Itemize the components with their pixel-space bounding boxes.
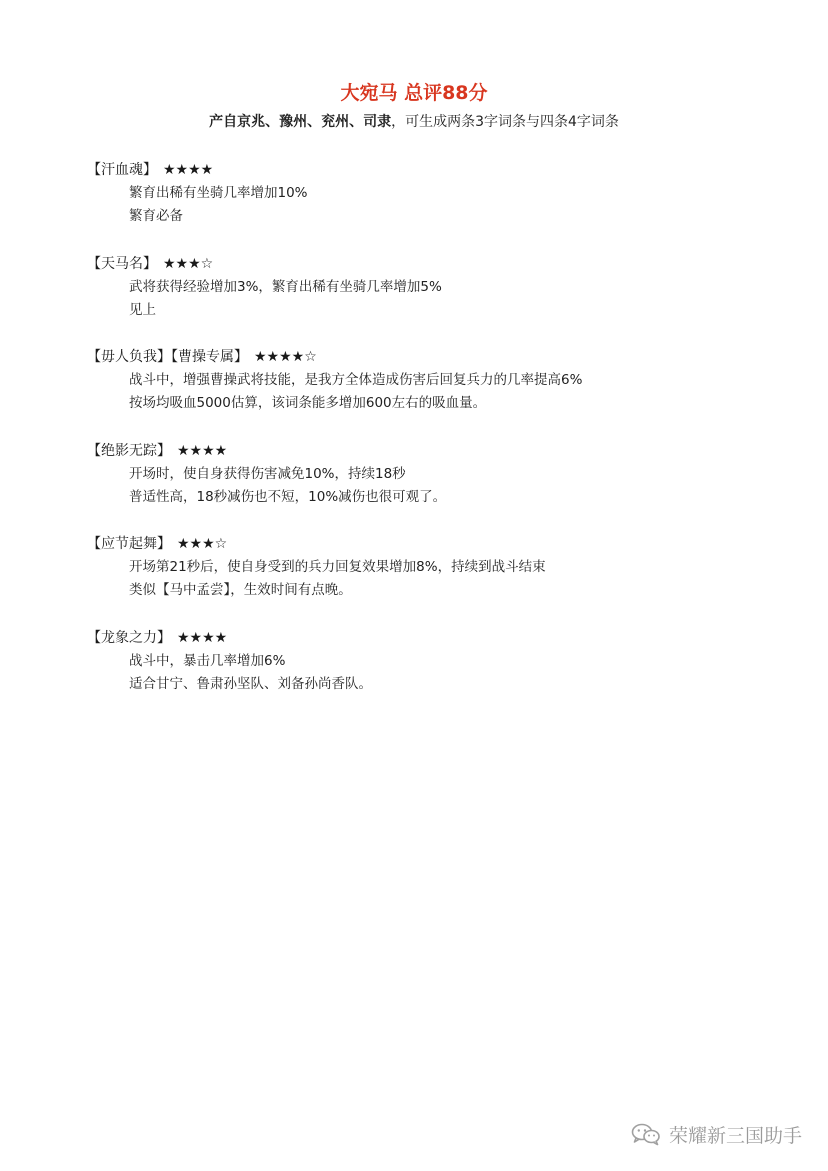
trait-header bbox=[87, 347, 787, 367]
trait-entry bbox=[87, 160, 787, 254]
trait-rating: ★★★★ bbox=[163, 162, 214, 178]
trait-header bbox=[87, 534, 787, 554]
wechat-icon bbox=[631, 1122, 661, 1146]
trait-rating: ★★★★ bbox=[177, 629, 228, 646]
trait-name: 【毋人负我】【曹操专属】 bbox=[87, 349, 248, 365]
trait-comment: 普适性高，18秒减伤也不短，10%减伤也很可观了。 bbox=[129, 488, 447, 505]
trait-comment: 见上 bbox=[129, 301, 156, 318]
watermark bbox=[631, 1120, 802, 1148]
trait-rating: ★★★★☆ bbox=[254, 349, 317, 365]
trait-entry bbox=[87, 534, 787, 628]
trait-entry bbox=[87, 254, 787, 348]
trait-effect: 武将获得经验增加3%，繁育出稀有坐骑几率增加5% bbox=[129, 278, 442, 295]
trait-rating: ★★★☆ bbox=[163, 255, 214, 272]
trait-effect: 繁育出稀有坐骑几率增加10% bbox=[129, 185, 308, 201]
trait-header bbox=[87, 160, 787, 180]
trait-effect: 战斗中，暴击几率增加6% bbox=[129, 652, 286, 669]
page-subtitle bbox=[0, 112, 828, 132]
trait-rating: ★★★☆ bbox=[177, 536, 228, 552]
page-title: 大宛马 总评88分 bbox=[340, 82, 488, 104]
trait-name: 【龙象之力】 bbox=[87, 629, 171, 646]
trait-rating: ★★★★ bbox=[177, 442, 228, 459]
trait-effect: 战斗中，增强曹操武将技能，是我方全体造成伤害后回复兵力的几率提高6% bbox=[129, 372, 583, 388]
trait-entry bbox=[87, 628, 787, 722]
trait-comment: 类似【马中孟尝】，生效时间有点晚。 bbox=[129, 582, 352, 598]
trait-list bbox=[87, 160, 787, 721]
trait-comment: 适合甘宁、鲁肃孙坚队、刘备孙尚香队。 bbox=[129, 675, 372, 692]
watermark-text: 荣耀新三国助手 bbox=[668, 1124, 802, 1147]
trait-comment: 按场均吸血5000估算，该词条能多增加600左右的吸血量。 bbox=[129, 395, 487, 411]
subtitle-regions: 产自京兆、豫州、兖州、司隶 bbox=[209, 114, 392, 130]
trait-entry bbox=[87, 441, 787, 535]
trait-name: 【应节起舞】 bbox=[87, 536, 171, 552]
trait-name: 【天马名】 bbox=[87, 255, 157, 272]
subtitle-description: ，可生成两条3字词条与四条4字词条 bbox=[391, 114, 619, 130]
trait-comment: 繁育必备 bbox=[129, 208, 183, 224]
trait-name: 【绝影无踪】 bbox=[87, 442, 171, 459]
trait-header bbox=[87, 254, 787, 274]
trait-effect: 开场第21秒后，使自身受到的兵力回复效果增加8%，持续到战斗结束 bbox=[129, 559, 546, 575]
trait-header bbox=[87, 441, 787, 461]
trait-header bbox=[87, 628, 787, 648]
trait-effect: 开场时，使自身获得伤害减免10%，持续18秒 bbox=[129, 465, 406, 482]
trait-entry bbox=[87, 347, 787, 441]
trait-name: 【汗血魂】 bbox=[87, 162, 157, 178]
